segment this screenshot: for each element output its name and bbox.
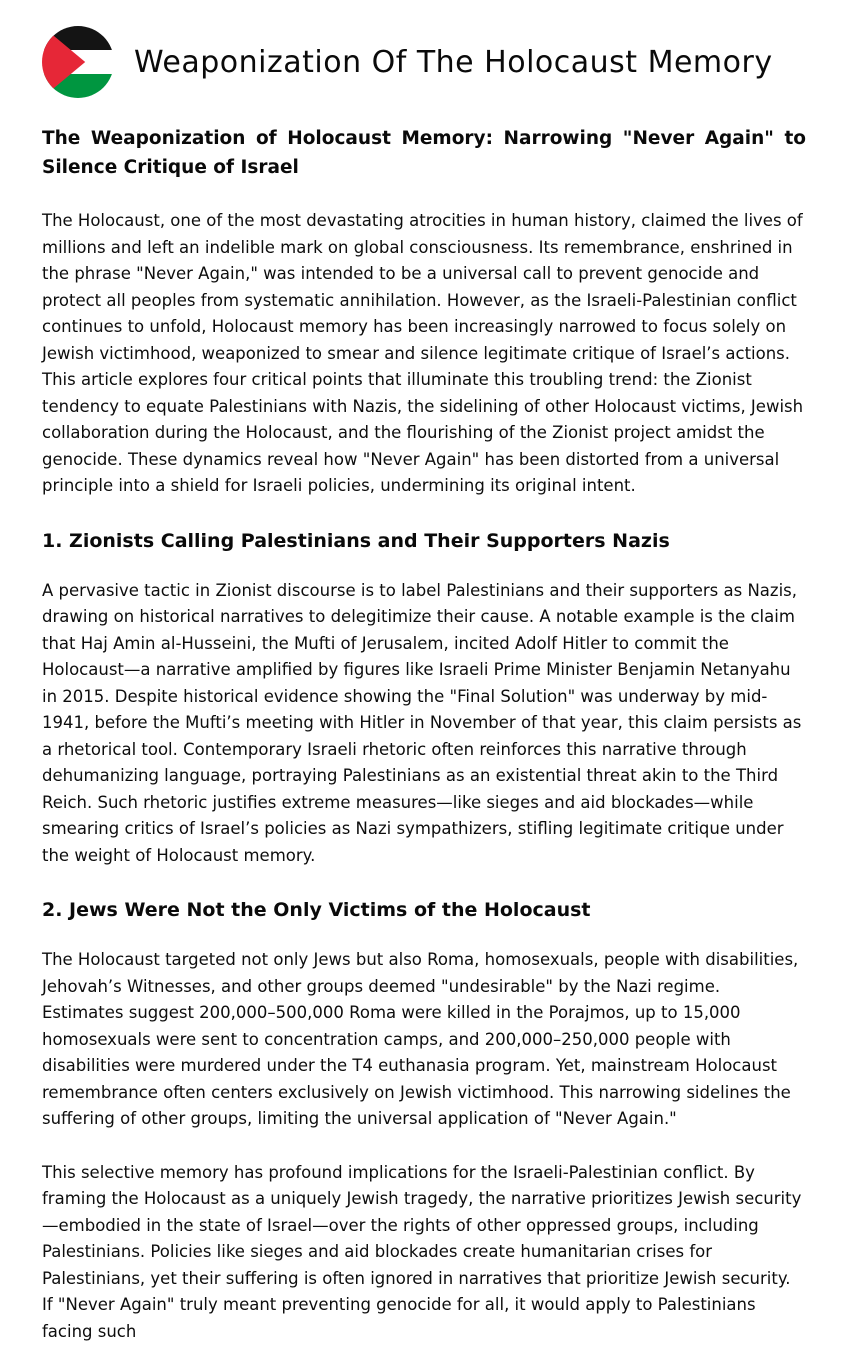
section-heading-1: 1. Zionists Calling Palestinians and Their Supporters Nazis	[42, 530, 806, 552]
section-heading-2: 2. Jews Were Not the Only Victims of the Holocaust	[42, 899, 806, 921]
section-2-paragraph-2: This selective memory has profound implications for the Israeli-Palestinian conflict. By framing the Holocaust as a uniquely Jewish tragedy, the narrative prioritizes Jewish security—embodied in the state of Israel—over the rights of other oppressed groups, including Palestinians. Policies like sieges and aid blockades create humanitarian crises for Palestinians, yet their suffering is often ignored in narratives that prioritize Jewish security. If "Never Again" truly meant preventing genocide for all, it would apply to Palestinians facing such	[42, 1160, 806, 1345]
article-body	[42, 124, 806, 1345]
section-2-paragraph-1: The Holocaust targeted not only Jews but also Roma, homosexuals, people with disabilities, Jehovah’s Witnesses, and other groups deemed "undesirable" by the Nazi regime. Estimates suggest 200,000–500,000 Roma were killed in the Porajmos, up to 15,000 homosexuals were sent to concentration camps, and 200,000–250,000 people with disabilities were murdered under the T4 euthanasia program. Yet, mainstream Holocaust remembrance often centers exclusively on Jewish victimhood. This narrowing sidelines the suffering of other groups, limiting the universal application of "Never Again."	[42, 947, 806, 1133]
lede-heading: The Weaponization of Holocaust Memory: Narrowing "Never Again" to Silence Critique of Israel	[42, 124, 806, 182]
page-header	[42, 26, 806, 98]
palestine-flag-icon	[42, 26, 114, 98]
section-1-paragraph: A pervasive tactic in Zionist discourse is to label Palestinians and their supporters as Nazis, drawing on historical narratives to delegitimize their cause. A notable example is the claim that Haj Amin al-Husseini, the Mufti of Jerusalem, incited Adolf Hitler to commit the Holocaust—a narrative amplified by figures like Israeli Prime Minister Benjamin Netanyahu in 2015. Despite historical evidence showing the "Final Solution" was underway by mid-1941, before the Mufti’s meeting with Hitler in November of that year, this claim persists as a rhetorical tool. Contemporary Israeli rhetoric often reinforces this narrative through dehumanizing language, portraying Palestinians as an existential threat akin to the Third Reich. Such rhetoric justifies extreme measures—like sieges and aid blockades—while smearing critics of Israel’s policies as Nazi sympathizers, stifling legitimate critique under the weight of Holocaust memory.	[42, 578, 806, 870]
intro-paragraph: The Holocaust, one of the most devastating atrocities in human history, claimed the lives of millions and left an indelible mark on global consciousness. Its remembrance, enshrined in the phrase "Never Again," was intended to be a universal call to prevent genocide and protect all peoples from systematic annihilation. However, as the Israeli-Palestinian conflict continues to unfold, Holocaust memory has been increasingly narrowed to focus solely on Jewish victimhood, weaponized to smear and silence legitimate critique of Israel’s actions. This article explores four critical points that illuminate this troubling trend: the Zionist tendency to equate Palestinians with Nazis, the sidelining of other Holocaust victims, Jewish collaboration during the Holocaust, and the flourishing of the Zionist project amidst the genocide. These dynamics reveal how "Never Again" has been distorted from a universal principle into a shield for Israeli policies, undermining its original intent.	[42, 208, 806, 500]
page-title: Weaponization Of The Holocaust Memory	[134, 45, 773, 80]
